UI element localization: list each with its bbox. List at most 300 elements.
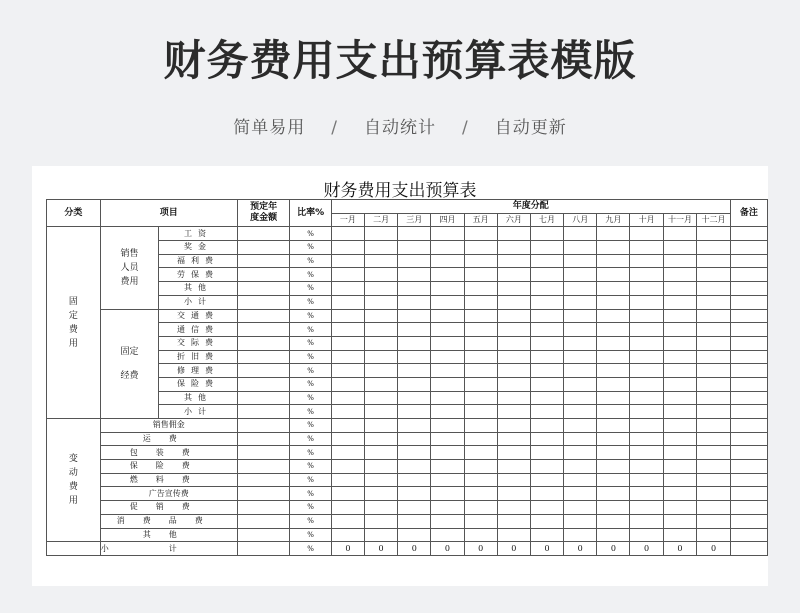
month-cell[interactable] (530, 528, 563, 542)
month-cell[interactable] (697, 364, 731, 378)
month-cell[interactable] (663, 227, 697, 241)
amount-cell[interactable] (237, 528, 290, 542)
month-cell[interactable] (697, 377, 731, 391)
month-cell[interactable] (331, 254, 364, 268)
month-cell[interactable] (364, 241, 397, 255)
month-cell[interactable] (398, 268, 431, 282)
month-cell[interactable] (431, 473, 464, 487)
month-cell[interactable] (597, 254, 630, 268)
month-subtotal-cell[interactable]: 0 (530, 542, 563, 556)
month-cell[interactable] (398, 254, 431, 268)
month-cell[interactable] (431, 377, 464, 391)
month-cell[interactable] (530, 391, 563, 405)
ratio-cell[interactable]: % (290, 282, 331, 296)
month-cell[interactable] (464, 282, 497, 296)
month-cell[interactable] (564, 419, 597, 433)
month-cell[interactable] (530, 419, 563, 433)
item-label[interactable]: 销售佣金 (100, 419, 237, 433)
amount-cell[interactable] (237, 419, 290, 433)
month-cell[interactable] (697, 446, 731, 460)
month-cell[interactable] (364, 460, 397, 474)
month-cell[interactable] (464, 268, 497, 282)
month-cell[interactable] (497, 528, 530, 542)
amount-cell[interactable] (237, 323, 290, 337)
header-remark[interactable]: 备注 (730, 200, 767, 227)
month-cell[interactable] (497, 432, 530, 446)
month-cell[interactable] (398, 336, 431, 350)
month-cell[interactable] (597, 295, 630, 309)
month-cell[interactable] (398, 419, 431, 433)
month-cell[interactable] (464, 227, 497, 241)
ratio-cell[interactable]: % (290, 309, 331, 323)
month-cell[interactable] (564, 487, 597, 501)
amount-cell[interactable] (237, 282, 290, 296)
month-cell[interactable] (663, 460, 697, 474)
header-month[interactable]: 五月 (464, 213, 497, 227)
month-cell[interactable] (431, 391, 464, 405)
month-subtotal-cell[interactable]: 0 (697, 542, 731, 556)
month-cell[interactable] (697, 473, 731, 487)
month-cell[interactable] (431, 254, 464, 268)
month-cell[interactable] (597, 241, 630, 255)
remark-cell[interactable] (730, 241, 767, 255)
month-cell[interactable] (663, 364, 697, 378)
month-subtotal-cell[interactable]: 0 (630, 542, 663, 556)
category-variable[interactable]: 变动费用 (47, 419, 101, 542)
ratio-cell[interactable]: % (290, 227, 331, 241)
month-cell[interactable] (663, 432, 697, 446)
ratio-cell[interactable]: % (290, 460, 331, 474)
month-cell[interactable] (497, 405, 530, 419)
month-cell[interactable] (497, 377, 530, 391)
month-subtotal-cell[interactable]: 0 (464, 542, 497, 556)
month-cell[interactable] (497, 336, 530, 350)
month-cell[interactable] (697, 295, 731, 309)
month-cell[interactable] (431, 282, 464, 296)
month-cell[interactable] (564, 405, 597, 419)
group-sales-staff[interactable]: 销售人员费用 (100, 227, 158, 309)
month-cell[interactable] (630, 268, 663, 282)
remark-cell[interactable] (730, 282, 767, 296)
month-cell[interactable] (464, 528, 497, 542)
month-cell[interactable] (697, 309, 731, 323)
remark-cell[interactable] (730, 542, 767, 556)
month-cell[interactable] (497, 391, 530, 405)
month-cell[interactable] (431, 323, 464, 337)
month-cell[interactable] (530, 364, 563, 378)
month-cell[interactable] (497, 501, 530, 515)
ratio-cell[interactable]: % (290, 377, 331, 391)
month-cell[interactable] (597, 391, 630, 405)
month-cell[interactable] (398, 432, 431, 446)
item-label[interactable]: 折旧费 (159, 350, 238, 364)
remark-cell[interactable] (730, 295, 767, 309)
amount-cell[interactable] (237, 405, 290, 419)
month-cell[interactable] (564, 323, 597, 337)
remark-cell[interactable] (730, 514, 767, 528)
month-cell[interactable] (364, 323, 397, 337)
month-cell[interactable] (398, 528, 431, 542)
item-label[interactable]: 广告宣传费 (100, 487, 237, 501)
month-cell[interactable] (663, 528, 697, 542)
remark-cell[interactable] (730, 323, 767, 337)
month-cell[interactable] (331, 309, 364, 323)
item-label[interactable]: 消费品费 (100, 514, 237, 528)
amount-cell[interactable] (237, 460, 290, 474)
month-cell[interactable] (530, 460, 563, 474)
month-cell[interactable] (630, 295, 663, 309)
month-cell[interactable] (630, 364, 663, 378)
month-subtotal-cell[interactable]: 0 (331, 542, 364, 556)
month-cell[interactable] (697, 405, 731, 419)
month-cell[interactable] (663, 282, 697, 296)
month-cell[interactable] (497, 446, 530, 460)
month-cell[interactable] (398, 227, 431, 241)
month-cell[interactable] (564, 501, 597, 515)
header-month[interactable]: 十二月 (697, 213, 731, 227)
month-cell[interactable] (331, 432, 364, 446)
item-label[interactable]: 保险费 (100, 460, 237, 474)
month-cell[interactable] (497, 323, 530, 337)
month-cell[interactable] (464, 446, 497, 460)
month-cell[interactable] (530, 309, 563, 323)
month-cell[interactable] (630, 473, 663, 487)
month-cell[interactable] (431, 501, 464, 515)
remark-cell[interactable] (730, 446, 767, 460)
month-cell[interactable] (697, 254, 731, 268)
month-cell[interactable] (564, 254, 597, 268)
month-cell[interactable] (431, 419, 464, 433)
subtotal-label[interactable]: 小计 (100, 542, 237, 556)
remark-cell[interactable] (730, 460, 767, 474)
month-cell[interactable] (564, 241, 597, 255)
month-subtotal-cell[interactable]: 0 (431, 542, 464, 556)
month-cell[interactable] (630, 514, 663, 528)
month-cell[interactable] (364, 473, 397, 487)
month-cell[interactable] (398, 350, 431, 364)
ratio-cell[interactable]: % (290, 487, 331, 501)
month-cell[interactable] (564, 446, 597, 460)
month-cell[interactable] (564, 282, 597, 296)
month-cell[interactable] (464, 473, 497, 487)
month-cell[interactable] (663, 309, 697, 323)
header-annual-amount[interactable]: 预定年度金额 (237, 200, 290, 227)
month-cell[interactable] (464, 364, 497, 378)
month-cell[interactable] (630, 377, 663, 391)
month-cell[interactable] (697, 241, 731, 255)
month-cell[interactable] (697, 336, 731, 350)
month-cell[interactable] (630, 391, 663, 405)
month-cell[interactable] (331, 268, 364, 282)
month-cell[interactable] (497, 487, 530, 501)
month-cell[interactable] (597, 282, 630, 296)
month-cell[interactable] (530, 405, 563, 419)
month-cell[interactable] (630, 405, 663, 419)
month-cell[interactable] (564, 473, 597, 487)
month-cell[interactable] (497, 309, 530, 323)
month-cell[interactable] (431, 295, 464, 309)
ratio-cell[interactable]: % (290, 295, 331, 309)
header-month[interactable]: 七月 (530, 213, 563, 227)
ratio-cell[interactable]: % (290, 254, 331, 268)
month-cell[interactable] (398, 487, 431, 501)
month-cell[interactable] (331, 405, 364, 419)
month-cell[interactable] (331, 460, 364, 474)
month-cell[interactable] (564, 528, 597, 542)
ratio-cell[interactable]: % (290, 323, 331, 337)
month-cell[interactable] (464, 432, 497, 446)
month-cell[interactable] (497, 350, 530, 364)
month-cell[interactable] (697, 460, 731, 474)
month-cell[interactable] (398, 377, 431, 391)
month-cell[interactable] (331, 419, 364, 433)
amount-cell[interactable] (237, 501, 290, 515)
month-cell[interactable] (364, 282, 397, 296)
month-cell[interactable] (663, 295, 697, 309)
month-cell[interactable] (663, 377, 697, 391)
item-label[interactable]: 运费 (100, 432, 237, 446)
amount-cell[interactable] (237, 350, 290, 364)
ratio-cell[interactable]: % (290, 473, 331, 487)
month-cell[interactable] (530, 501, 563, 515)
ratio-cell[interactable]: % (290, 446, 331, 460)
header-category[interactable]: 分类 (47, 200, 101, 227)
header-month[interactable]: 四月 (431, 213, 464, 227)
ratio-cell[interactable]: % (290, 542, 331, 556)
item-label[interactable]: 交通费 (159, 309, 238, 323)
month-cell[interactable] (564, 309, 597, 323)
month-cell[interactable] (431, 432, 464, 446)
month-cell[interactable] (530, 268, 563, 282)
month-cell[interactable] (663, 350, 697, 364)
month-cell[interactable] (431, 446, 464, 460)
month-cell[interactable] (464, 419, 497, 433)
remark-cell[interactable] (730, 268, 767, 282)
month-cell[interactable] (331, 446, 364, 460)
remark-cell[interactable] (730, 432, 767, 446)
amount-cell[interactable] (237, 295, 290, 309)
month-cell[interactable] (431, 487, 464, 501)
month-cell[interactable] (697, 528, 731, 542)
month-cell[interactable] (564, 432, 597, 446)
month-cell[interactable] (597, 364, 630, 378)
item-label[interactable]: 小计 (159, 405, 238, 419)
month-cell[interactable] (398, 309, 431, 323)
month-cell[interactable] (331, 487, 364, 501)
month-cell[interactable] (697, 268, 731, 282)
month-cell[interactable] (663, 323, 697, 337)
month-cell[interactable] (630, 254, 663, 268)
month-cell[interactable] (564, 391, 597, 405)
amount-cell[interactable] (237, 473, 290, 487)
header-month[interactable]: 三月 (398, 213, 431, 227)
amount-cell[interactable] (237, 391, 290, 405)
group-fixed-ops[interactable]: 固定经费 (100, 309, 158, 419)
remark-cell[interactable] (730, 473, 767, 487)
month-cell[interactable] (630, 323, 663, 337)
ratio-cell[interactable]: % (290, 336, 331, 350)
month-cell[interactable] (697, 487, 731, 501)
month-cell[interactable] (530, 336, 563, 350)
month-cell[interactable] (663, 336, 697, 350)
month-cell[interactable] (431, 528, 464, 542)
month-cell[interactable] (364, 528, 397, 542)
month-cell[interactable] (530, 227, 563, 241)
month-cell[interactable] (597, 405, 630, 419)
month-cell[interactable] (364, 309, 397, 323)
month-cell[interactable] (597, 227, 630, 241)
category-fixed[interactable]: 固定费用 (47, 227, 101, 419)
month-cell[interactable] (697, 501, 731, 515)
month-cell[interactable] (663, 241, 697, 255)
remark-cell[interactable] (730, 377, 767, 391)
amount-cell[interactable] (237, 377, 290, 391)
month-cell[interactable] (497, 514, 530, 528)
month-cell[interactable] (497, 460, 530, 474)
amount-cell[interactable] (237, 514, 290, 528)
month-cell[interactable] (464, 295, 497, 309)
month-cell[interactable] (431, 309, 464, 323)
month-cell[interactable] (630, 227, 663, 241)
month-cell[interactable] (398, 473, 431, 487)
month-cell[interactable] (564, 364, 597, 378)
month-cell[interactable] (630, 241, 663, 255)
remark-cell[interactable] (730, 487, 767, 501)
month-cell[interactable] (597, 268, 630, 282)
month-subtotal-cell[interactable]: 0 (497, 542, 530, 556)
month-cell[interactable] (398, 405, 431, 419)
month-cell[interactable] (398, 241, 431, 255)
item-label[interactable]: 保险费 (159, 377, 238, 391)
ratio-cell[interactable]: % (290, 268, 331, 282)
month-cell[interactable] (331, 473, 364, 487)
month-cell[interactable] (364, 350, 397, 364)
month-cell[interactable] (530, 432, 563, 446)
header-month[interactable]: 二月 (364, 213, 397, 227)
month-cell[interactable] (364, 268, 397, 282)
month-cell[interactable] (530, 487, 563, 501)
month-cell[interactable] (398, 501, 431, 515)
month-cell[interactable] (398, 514, 431, 528)
month-subtotal-cell[interactable]: 0 (364, 542, 397, 556)
month-cell[interactable] (530, 323, 563, 337)
month-cell[interactable] (597, 460, 630, 474)
month-cell[interactable] (331, 227, 364, 241)
month-cell[interactable] (398, 282, 431, 296)
month-cell[interactable] (497, 295, 530, 309)
month-cell[interactable] (697, 514, 731, 528)
remark-cell[interactable] (730, 391, 767, 405)
month-cell[interactable] (364, 227, 397, 241)
item-label[interactable]: 促销费 (100, 501, 237, 515)
month-cell[interactable] (530, 473, 563, 487)
month-cell[interactable] (331, 528, 364, 542)
month-cell[interactable] (331, 350, 364, 364)
month-cell[interactable] (464, 514, 497, 528)
month-cell[interactable] (597, 487, 630, 501)
item-label[interactable]: 其他 (159, 391, 238, 405)
month-cell[interactable] (464, 391, 497, 405)
month-cell[interactable] (597, 432, 630, 446)
header-month[interactable]: 十一月 (663, 213, 697, 227)
month-cell[interactable] (464, 254, 497, 268)
amount-cell[interactable] (237, 241, 290, 255)
month-cell[interactable] (431, 405, 464, 419)
amount-cell[interactable] (237, 487, 290, 501)
ratio-cell[interactable]: % (290, 364, 331, 378)
month-cell[interactable] (530, 350, 563, 364)
month-cell[interactable] (630, 446, 663, 460)
month-subtotal-cell[interactable]: 0 (597, 542, 630, 556)
month-cell[interactable] (464, 460, 497, 474)
item-label[interactable]: 通信费 (159, 323, 238, 337)
month-cell[interactable] (697, 350, 731, 364)
month-cell[interactable] (398, 295, 431, 309)
month-cell[interactable] (364, 501, 397, 515)
month-subtotal-cell[interactable]: 0 (663, 542, 697, 556)
remark-cell[interactable] (730, 350, 767, 364)
month-cell[interactable] (697, 323, 731, 337)
ratio-cell[interactable]: % (290, 419, 331, 433)
remark-cell[interactable] (730, 254, 767, 268)
month-cell[interactable] (398, 460, 431, 474)
month-cell[interactable] (431, 268, 464, 282)
month-cell[interactable] (464, 336, 497, 350)
month-cell[interactable] (431, 336, 464, 350)
amount-cell[interactable] (237, 336, 290, 350)
month-cell[interactable] (597, 350, 630, 364)
month-cell[interactable] (464, 323, 497, 337)
month-cell[interactable] (398, 391, 431, 405)
remark-cell[interactable] (730, 336, 767, 350)
month-cell[interactable] (663, 501, 697, 515)
month-cell[interactable] (697, 419, 731, 433)
month-cell[interactable] (398, 446, 431, 460)
month-cell[interactable] (630, 419, 663, 433)
month-cell[interactable] (431, 514, 464, 528)
ratio-cell[interactable]: % (290, 405, 331, 419)
month-cell[interactable] (431, 350, 464, 364)
amount-cell[interactable] (237, 309, 290, 323)
remark-cell[interactable] (730, 528, 767, 542)
month-cell[interactable] (663, 446, 697, 460)
month-cell[interactable] (530, 377, 563, 391)
month-cell[interactable] (431, 460, 464, 474)
month-cell[interactable] (597, 473, 630, 487)
month-cell[interactable] (663, 405, 697, 419)
month-cell[interactable] (597, 377, 630, 391)
month-cell[interactable] (331, 282, 364, 296)
header-month[interactable]: 九月 (597, 213, 630, 227)
month-cell[interactable] (697, 432, 731, 446)
month-cell[interactable] (331, 364, 364, 378)
month-cell[interactable] (464, 377, 497, 391)
month-cell[interactable] (497, 227, 530, 241)
month-cell[interactable] (331, 241, 364, 255)
month-cell[interactable] (630, 282, 663, 296)
month-cell[interactable] (663, 514, 697, 528)
month-cell[interactable] (331, 336, 364, 350)
month-cell[interactable] (597, 323, 630, 337)
month-cell[interactable] (697, 227, 731, 241)
month-cell[interactable] (530, 282, 563, 296)
month-cell[interactable] (630, 432, 663, 446)
month-cell[interactable] (431, 241, 464, 255)
month-cell[interactable] (364, 336, 397, 350)
month-cell[interactable] (630, 487, 663, 501)
month-cell[interactable] (663, 473, 697, 487)
month-cell[interactable] (364, 405, 397, 419)
